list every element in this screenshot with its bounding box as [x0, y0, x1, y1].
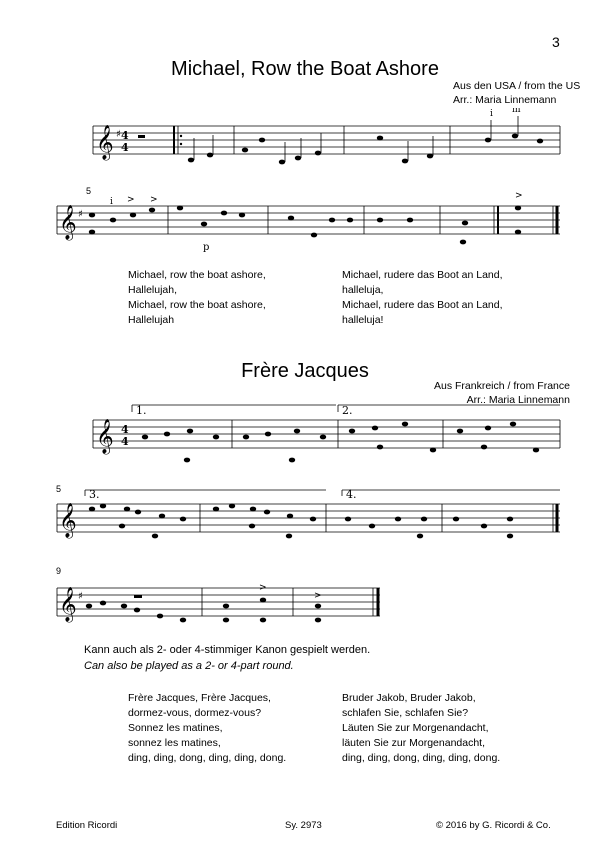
svg-text:𝄞: 𝄞 — [59, 503, 77, 538]
svg-text:m: m — [512, 108, 521, 115]
origin-text: Aus den USA / from the US — [453, 80, 581, 92]
svg-text:>: > — [314, 591, 322, 601]
svg-text:♯: ♯ — [116, 129, 121, 140]
svg-text:𝄞: 𝄞 — [96, 125, 114, 160]
svg-text:4: 4 — [121, 435, 129, 448]
lyric-line: Michael, rudere das Boot an Land, — [342, 269, 503, 281]
song-origin — [453, 79, 580, 107]
svg-text:♯: ♯ — [78, 591, 83, 602]
footer-copyright: © 2016 by G. Ricordi & Co. — [436, 820, 551, 831]
svg-text:i: i — [490, 109, 493, 119]
lyrics-french — [128, 691, 286, 766]
svg-text:p: p — [203, 242, 210, 253]
lyric-line: Hallelujah, — [128, 284, 178, 296]
lyric-line: Läuten Sie zur Morgenandacht, — [342, 722, 489, 734]
svg-text:4: 4 — [121, 141, 129, 154]
lyrics-english — [128, 268, 266, 328]
lyric-line: Frère Jacques, Frère Jacques, — [128, 692, 271, 704]
lyric-line: schlafen Sie, schlafen Sie? — [342, 707, 469, 719]
lyric-line: ding, ding, dong, ding, ding, dong. — [342, 752, 501, 764]
lyrics-german — [342, 268, 503, 328]
song-title-frere-jacques: Frère Jacques — [241, 360, 369, 382]
music-staff — [0, 562, 610, 637]
measure-number: 5 — [86, 186, 92, 196]
lyric-line: Sonnez les matines, — [128, 722, 223, 734]
svg-text:3.: 3. — [89, 488, 100, 501]
lyric-line: ding, ding, dong, ding, ding, dong. — [128, 752, 287, 764]
svg-text:>: > — [515, 191, 523, 201]
lyric-line: sonnez les matines, — [128, 737, 221, 749]
svg-text:>: > — [127, 195, 135, 205]
svg-text:♯: ♯ — [78, 209, 83, 220]
arranger-text: Arr.: Maria Linnemann — [466, 394, 570, 406]
lyrics-german — [342, 691, 500, 766]
svg-text:i: i — [110, 197, 113, 207]
svg-text:>: > — [259, 583, 267, 593]
lyric-line: halleluja! — [342, 314, 384, 326]
lyric-line: Bruder Jakob, Bruder Jakob, — [342, 692, 476, 704]
svg-text:4.: 4. — [346, 488, 357, 501]
svg-text:1.: 1. — [136, 404, 147, 417]
music-staff — [0, 180, 610, 260]
svg-text:𝄞: 𝄞 — [59, 587, 77, 622]
footer-catalog: Sy. 2973 — [285, 820, 322, 831]
arranger-text: Arr.: Maria Linnemann — [453, 94, 557, 106]
lyric-line: Hallelujah — [128, 314, 175, 326]
music-staff — [0, 478, 610, 553]
music-staff — [0, 400, 610, 475]
svg-text:4: 4 — [121, 129, 129, 142]
lyric-line: halleluja, — [342, 284, 384, 296]
measure-number: 5 — [56, 484, 62, 494]
lyric-line: Michael, row the boat ashore, — [128, 299, 266, 311]
round-note-english: Can also be played as a 2- or 4-part round. — [84, 660, 294, 672]
lyric-line: dormez-vous, dormez-vous? — [128, 707, 262, 719]
page-number: 3 — [552, 34, 560, 50]
svg-text:2.: 2. — [342, 404, 353, 417]
round-note — [84, 642, 370, 674]
song-title-michael: Michael, Row the Boat Ashore — [171, 58, 439, 80]
svg-text:>: > — [150, 195, 158, 205]
lyric-line: Michael, rudere das Boot an Land, — [342, 299, 503, 311]
svg-text:𝄞: 𝄞 — [59, 205, 77, 240]
round-note-german: Kann auch als 2- oder 4-stimmiger Kanon gespielt werden. — [84, 644, 371, 656]
footer-publisher: Edition Ricordi — [56, 820, 118, 831]
lyric-line: läuten Sie zur Morgenandacht, — [342, 737, 486, 749]
lyric-line: Michael, row the boat ashore, — [128, 269, 266, 281]
measure-number: 9 — [56, 566, 62, 576]
svg-text:𝄞: 𝄞 — [96, 419, 114, 454]
music-staff — [0, 108, 610, 178]
svg-text:4: 4 — [121, 423, 129, 436]
origin-text: Aus Frankreich / from France — [434, 380, 570, 392]
